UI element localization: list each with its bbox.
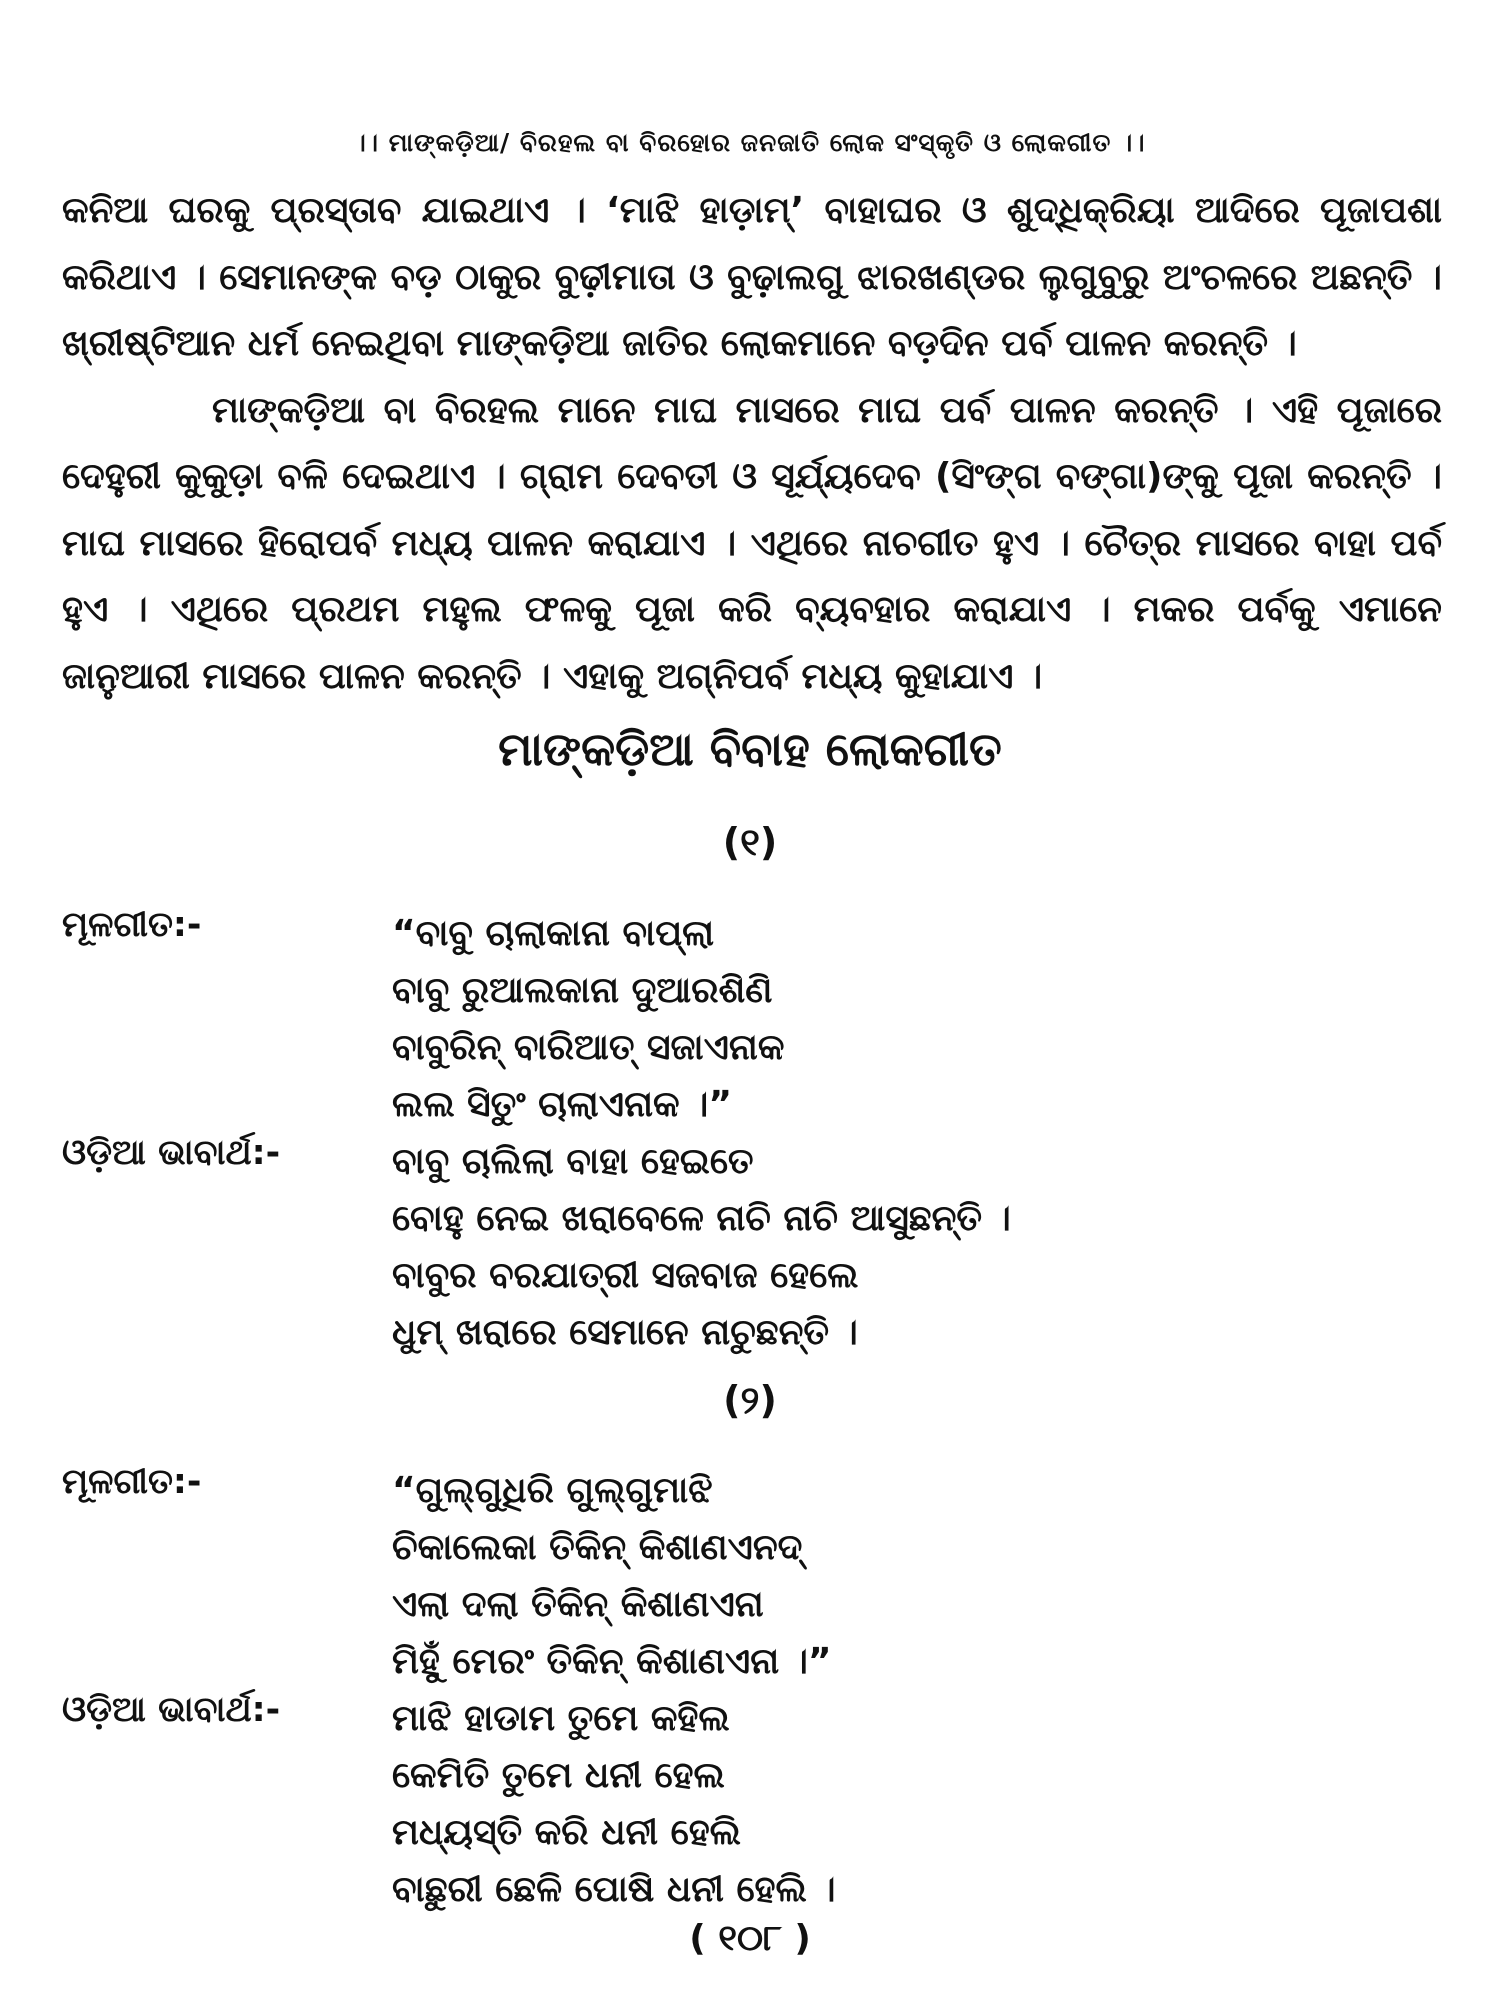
- song-number: (୨): [723, 1378, 777, 1422]
- running-header: ।। ମାଙ୍କଡ଼ିଆ/ ବିରହଲ ବା ବିରହୋର ଜନଜାତି ଲୋକ ସଂସ୍କୃତି ଓ ଲୋକଗୀତ ।।: [354, 128, 1146, 157]
- verse-line: ବୋହୁ ନେଇ ଖରାବେଳେ ନାଚି ନାଚି ଆସୁଛନ୍ତି ।: [392, 1198, 1011, 1239]
- meaning-label: ଓଡ଼ିଆ ଭାବାର୍ଥ:-: [62, 1690, 281, 1730]
- page-number: ( ୧୦୮ ): [689, 1918, 811, 1959]
- verse-line: “ଗୁଲ୍‌ଗୁଧିରି ଗୁଲ୍‌ଗୁମାଝି: [392, 1470, 713, 1511]
- section-title: ମାଙ୍କଡ଼ିଆ ବିବାହ ଲୋକଗୀତ: [498, 722, 1002, 776]
- intro-paragraph: କନିଆ ଘରକୁ ପ୍ରସ୍ତାବ ଯାଇଥାଏ । ‘ମାଝି ହାଡ଼ାମ୍’ ବାହାଘର ଓ ଶୁଦ୍ଧିକ୍ରିୟା ଆଦିରେ ପୂଜାପଶା କରିଥାଏ । ସେମାନଙ୍କ ବଡ଼ ଠାକୁର ବୁଢ଼ୀମାତା ଓ ବୁଢ଼ାଲଗୁ ଝାରଖଣ୍ଡର ଲୁଗୁବୁରୁ ଅଂଚଳରେ ଅଛନ୍ତି । ଖ୍ରୀଷ୍ଟିଆନ ଧର୍ମ ନେଇଥିବା ମାଙ୍କଡ଼ିଆ ଜାତିର ଲୋକମାନେ ବଡ଼ଦିନ ପର୍ବ ପାଳନ କରନ୍ତି ।: [62, 190, 1442, 364]
- verse-line: ଏଲା ଦଲା ତିକିନ୍ କିଶାଣଏନା: [392, 1584, 764, 1625]
- song-1: [62, 905, 1442, 1361]
- verse-line: ଲଲ ସିତୁଂ ଚାଲାଏନାକ ।”: [392, 1084, 733, 1125]
- original-label: ମୂଳଗୀତ:-: [62, 1462, 202, 1502]
- meaning-stanza: [62, 1690, 1442, 1918]
- verse-line: କେମିତି ତୁମେ ଧନୀ ହେଲ: [392, 1755, 725, 1796]
- verse-line: ବାବୁ ରୁଆଲକାନା ଦୁଆରଶିଣି: [392, 970, 773, 1011]
- original-stanza: [62, 1462, 1442, 1690]
- verse-line: ବାବୁରିନ୍ ବାରିଆତ୍ ସଜାଏନାକ: [392, 1027, 785, 1068]
- verse-line: ଚିକାଲେକା ତିକିନ୍ କିଶାଣଏନଦ୍: [392, 1527, 803, 1568]
- original-label: ମୂଳଗୀତ:-: [62, 905, 202, 945]
- original-stanza: [62, 905, 1442, 1133]
- song-2: [62, 1462, 1442, 1918]
- intro-paragraph: ମାଙ୍କଡ଼ିଆ ବା ବିରହଲ ମାନେ ମାଘ ମାସରେ ମାଘ ପର୍ବ ପାଳନ କରନ୍ତି । ଏହି ପୂଜାରେ ଦେହୁରୀ କୁକୁଡ଼ା ବଳି ଦେଇଥାଏ । ଗ୍ରାମ ଦେବତୀ ଓ ସୂର୍ଯ୍ୟଦେବ (ସିଂଙ୍ଗ ବଙ୍ଗା)ଙ୍କୁ ପୂଜା କରନ୍ତି । ମାଘ ମାସରେ ହିରୋପର୍ବ ମଧ୍ୟ ପାଳନ କରାଯାଏ । ଏଥିରେ ନାଚଗୀତ ହୁଏ । ଚୈତ୍ର ମାସରେ ବାହା ପର୍ବ ହୁଏ । ଏଥିରେ ପ୍ରଥମ ମହୁଲ ଫଳକୁ ପୂଜା କରି ବ୍ୟବହାର କରାଯାଏ । ମକର ପର୍ବକୁ ଏମାନେ ଜାନୁଆରୀ ମାସରେ ପାଳନ କରନ୍ତି । ଏହାକୁ ଅଗ୍ନିପର୍ବ ମଧ୍ୟ କୁହାଯାଏ ।: [62, 389, 1442, 697]
- meaning-label: ଓଡ଼ିଆ ଭାବାର୍ଥ:-: [62, 1133, 281, 1173]
- song-number: (୧): [722, 820, 778, 864]
- verse-line: ମିହୁଁ ମେରଂ ତିକିନ୍ କିଶାଣଏନା ।”: [392, 1641, 832, 1682]
- meaning-stanza: [62, 1133, 1442, 1361]
- verse-line: ବାବୁ ଚାଲିଲା ବାହା ହେଇତେ: [392, 1141, 754, 1182]
- verse-line: ବାଛୁରୀ ଛେଳି ପୋଷି ଧନୀ ହେଲି ।: [392, 1869, 836, 1910]
- verse-line: ବାବୁର ବରଯାତ୍ରୀ ସଜବାଜ ହେଲେ: [392, 1255, 859, 1296]
- intro-text: [62, 178, 1442, 710]
- verse-line: “ବାବୁ ଚାଲାକାନା ବାପ୍‌ଲା: [392, 913, 715, 954]
- verse-line: ଧୁମ୍ ଖରାରେ ସେମାନେ ନାଚୁଛନ୍ତି ।: [392, 1312, 858, 1353]
- verse-line: ମଧ୍ୟସ୍ତି କରି ଧନୀ ହେଲି: [392, 1812, 741, 1853]
- verse-line: ମାଝି ହାଡାମ ତୁମେ କହିଲ: [392, 1698, 730, 1739]
